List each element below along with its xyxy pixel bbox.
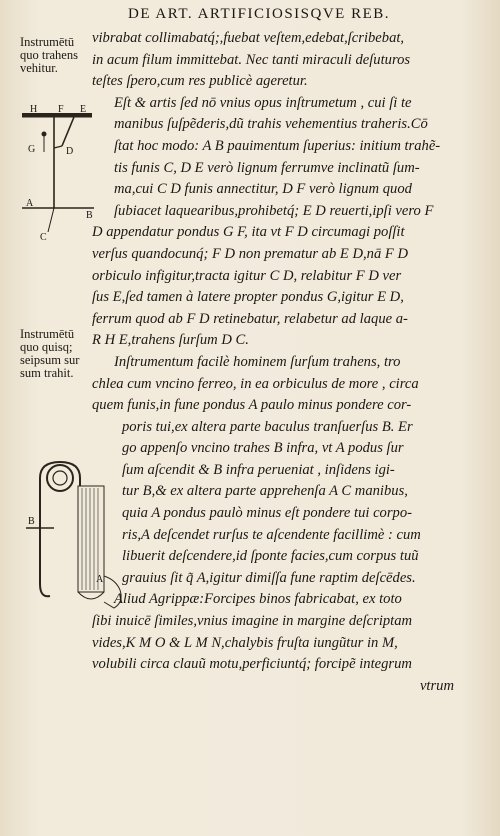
figure-label: E — [80, 104, 87, 115]
running-header: DE ART. ARTIFICIOSISQVE REB. — [128, 6, 391, 22]
catchword: vtrum — [419, 677, 454, 694]
margin-note-line: sum trahit. — [20, 366, 74, 380]
text-line: Aliud Agrippæ:Forcipes binos fabricabat, ex toto — [114, 591, 402, 608]
text-line: Inſtrumentum facilè hominem ſurſum trahens, tro — [114, 353, 401, 370]
text-line: quia A pondus paulò minus eſt pondere tui corpo- — [122, 505, 412, 522]
text-line: ma,cui C D funis annectitur, D F verò lignum quod — [114, 181, 412, 198]
text-line: ferrum quod ab F D retinebatur, relabetur ad laque a- — [92, 310, 408, 327]
text-line: vibrabat collimabatq́;,fuebat veſtem,edebat,ſcribebat, — [92, 30, 405, 46]
margin-note-line: seipsum sur — [20, 353, 80, 367]
text-line: ris,A deſcendet rurſus te aſcendente facillimè : cum — [122, 526, 421, 543]
text-line: tur B,& ex altera parte apprehenſa A C manibus, — [122, 483, 408, 500]
margin-note-self-hoist — [20, 328, 96, 380]
text-line: Eſt & artis ſed nō vnius opus inſtrumetum , cui ſi te — [114, 94, 412, 111]
text-line: ſibi inuicē ſimiles,vnius imagine in margine deſcriptam — [92, 613, 413, 630]
text-line: D appendatur pondus G F, ita vt F D circumagi poſſit — [92, 224, 405, 241]
text-line: volubili circa clauũ motu,perficiuntq́; forcipẽ integrum — [92, 656, 412, 673]
figure-label: A — [26, 198, 34, 209]
text-line: libuerit deſcendere,id ſponte facies,cum corpus tuũ — [122, 548, 419, 565]
text-line: verſus quandocunq́; F D non prematur ab E D,nā F D — [92, 245, 409, 262]
figure-label: B — [28, 516, 35, 527]
text-line: poris tui,ex altera parte baculus tranſuerſus B. Er — [122, 418, 413, 435]
text-line: ſus E,ſed tamen à latere propter pondus G,igitur E D, — [92, 289, 404, 306]
figure-label: G — [28, 144, 36, 155]
margin-note-line: Instrumētū — [20, 35, 75, 49]
text-line: teſtes ſpero,cum res publicè ageretur. — [92, 73, 308, 90]
figure-label: C — [40, 232, 47, 243]
margin-note-line: vehitur. — [20, 61, 58, 75]
text-line: ſubiacet laquearibus,prohibetq́; E D reuerti,ipſi vero F — [114, 202, 434, 219]
main-text-block — [92, 28, 472, 697]
figure-label: F — [58, 104, 64, 115]
margin-note-line: quo quisq; — [20, 340, 73, 354]
figure-label: B — [86, 210, 93, 221]
figure-label: A — [96, 574, 104, 585]
margin-note-line: quo trahens — [20, 48, 78, 62]
text-line: vides,K M O & L M N,chalybis fruſta iungũtur in M, — [92, 634, 398, 651]
text-line: grauius ſit q̃ A,igitur dimiſſa fune raptim deſcēdes. — [122, 569, 416, 586]
margin-note-line: Instrumētū — [20, 327, 75, 341]
text-line: manibus ſuſpẽderis,dũ trahis vehementius traheris.Cō — [114, 116, 428, 133]
figure-label: D — [66, 146, 74, 157]
figure-label: H — [30, 104, 38, 115]
text-line: ſtat hoc modo: A B pauimentum ſuperius: initium trahẽ- — [114, 137, 441, 154]
text-line: quem funis,in fune pondus A paulo minus pondere cor- — [92, 397, 412, 414]
text-line: go appenſo vncino trahes B infra, vt A podus ſur — [122, 440, 404, 457]
text-line: in acum filum immittebat. Nec tanti miraculi deſuturos — [92, 51, 411, 68]
text-line: R H E,trahens ſurſum D C. — [92, 332, 249, 349]
text-line: orbiculo infigitur,tracta igitur C D, relabitur F D ver — [92, 267, 402, 284]
text-line: ſum aſcendit & B infra perueniat , inſidens igi- — [122, 461, 395, 478]
text-line: tis funis C, D E verò lignum ferrumve inclinatũ ſum- — [114, 159, 420, 176]
margin-note-vehicle-instrument — [20, 36, 96, 75]
text-line: chlea cum vncino ferreo, in ea orbiculus de more , circa — [92, 375, 419, 392]
